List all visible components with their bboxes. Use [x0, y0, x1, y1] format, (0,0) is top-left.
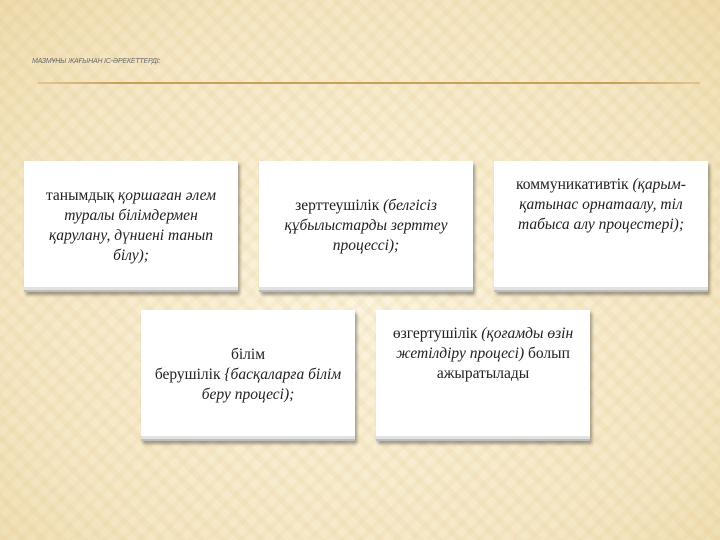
card-lead: өзгертушілік [392, 325, 482, 342]
card-lead: танымдық [45, 186, 119, 204]
card-italic: {басқаларға білім беру процесі); [201, 365, 342, 403]
card-italic: (қоғамды өзін жетілдіру процесі) [396, 325, 574, 362]
card-text [34, 186, 228, 266]
card-text [386, 324, 580, 384]
card-educational [141, 310, 355, 441]
card-research [259, 161, 473, 292]
card-text [269, 196, 463, 256]
card-lead: білім берушілік [154, 345, 266, 383]
card-transformative [376, 310, 590, 441]
card-communicative [494, 161, 708, 292]
card-italic: (қарым-қатынас орнатаалу, тіл табыса алу процестері); [518, 176, 686, 233]
card-italic: (белгісіз құбылыстарды зерттеу процессі); [284, 196, 448, 254]
card-tail: болып ажыратылады [436, 345, 570, 382]
card-text [504, 175, 698, 235]
card-lead: коммуникативтік [516, 176, 633, 193]
card-text [151, 345, 345, 405]
card-italic: қоршаған әлем туралы білімдермен қарулану, дүниені танып білу); [48, 186, 217, 264]
title-divider [38, 82, 700, 84]
card-cognitive [24, 161, 238, 292]
slide-title: МАЗМҰНЫ ЖАҒЫНАН ІС-ӘРЕКЕТТЕРДІ: [32, 58, 161, 65]
card-lead: зерттеушілік [295, 196, 384, 214]
